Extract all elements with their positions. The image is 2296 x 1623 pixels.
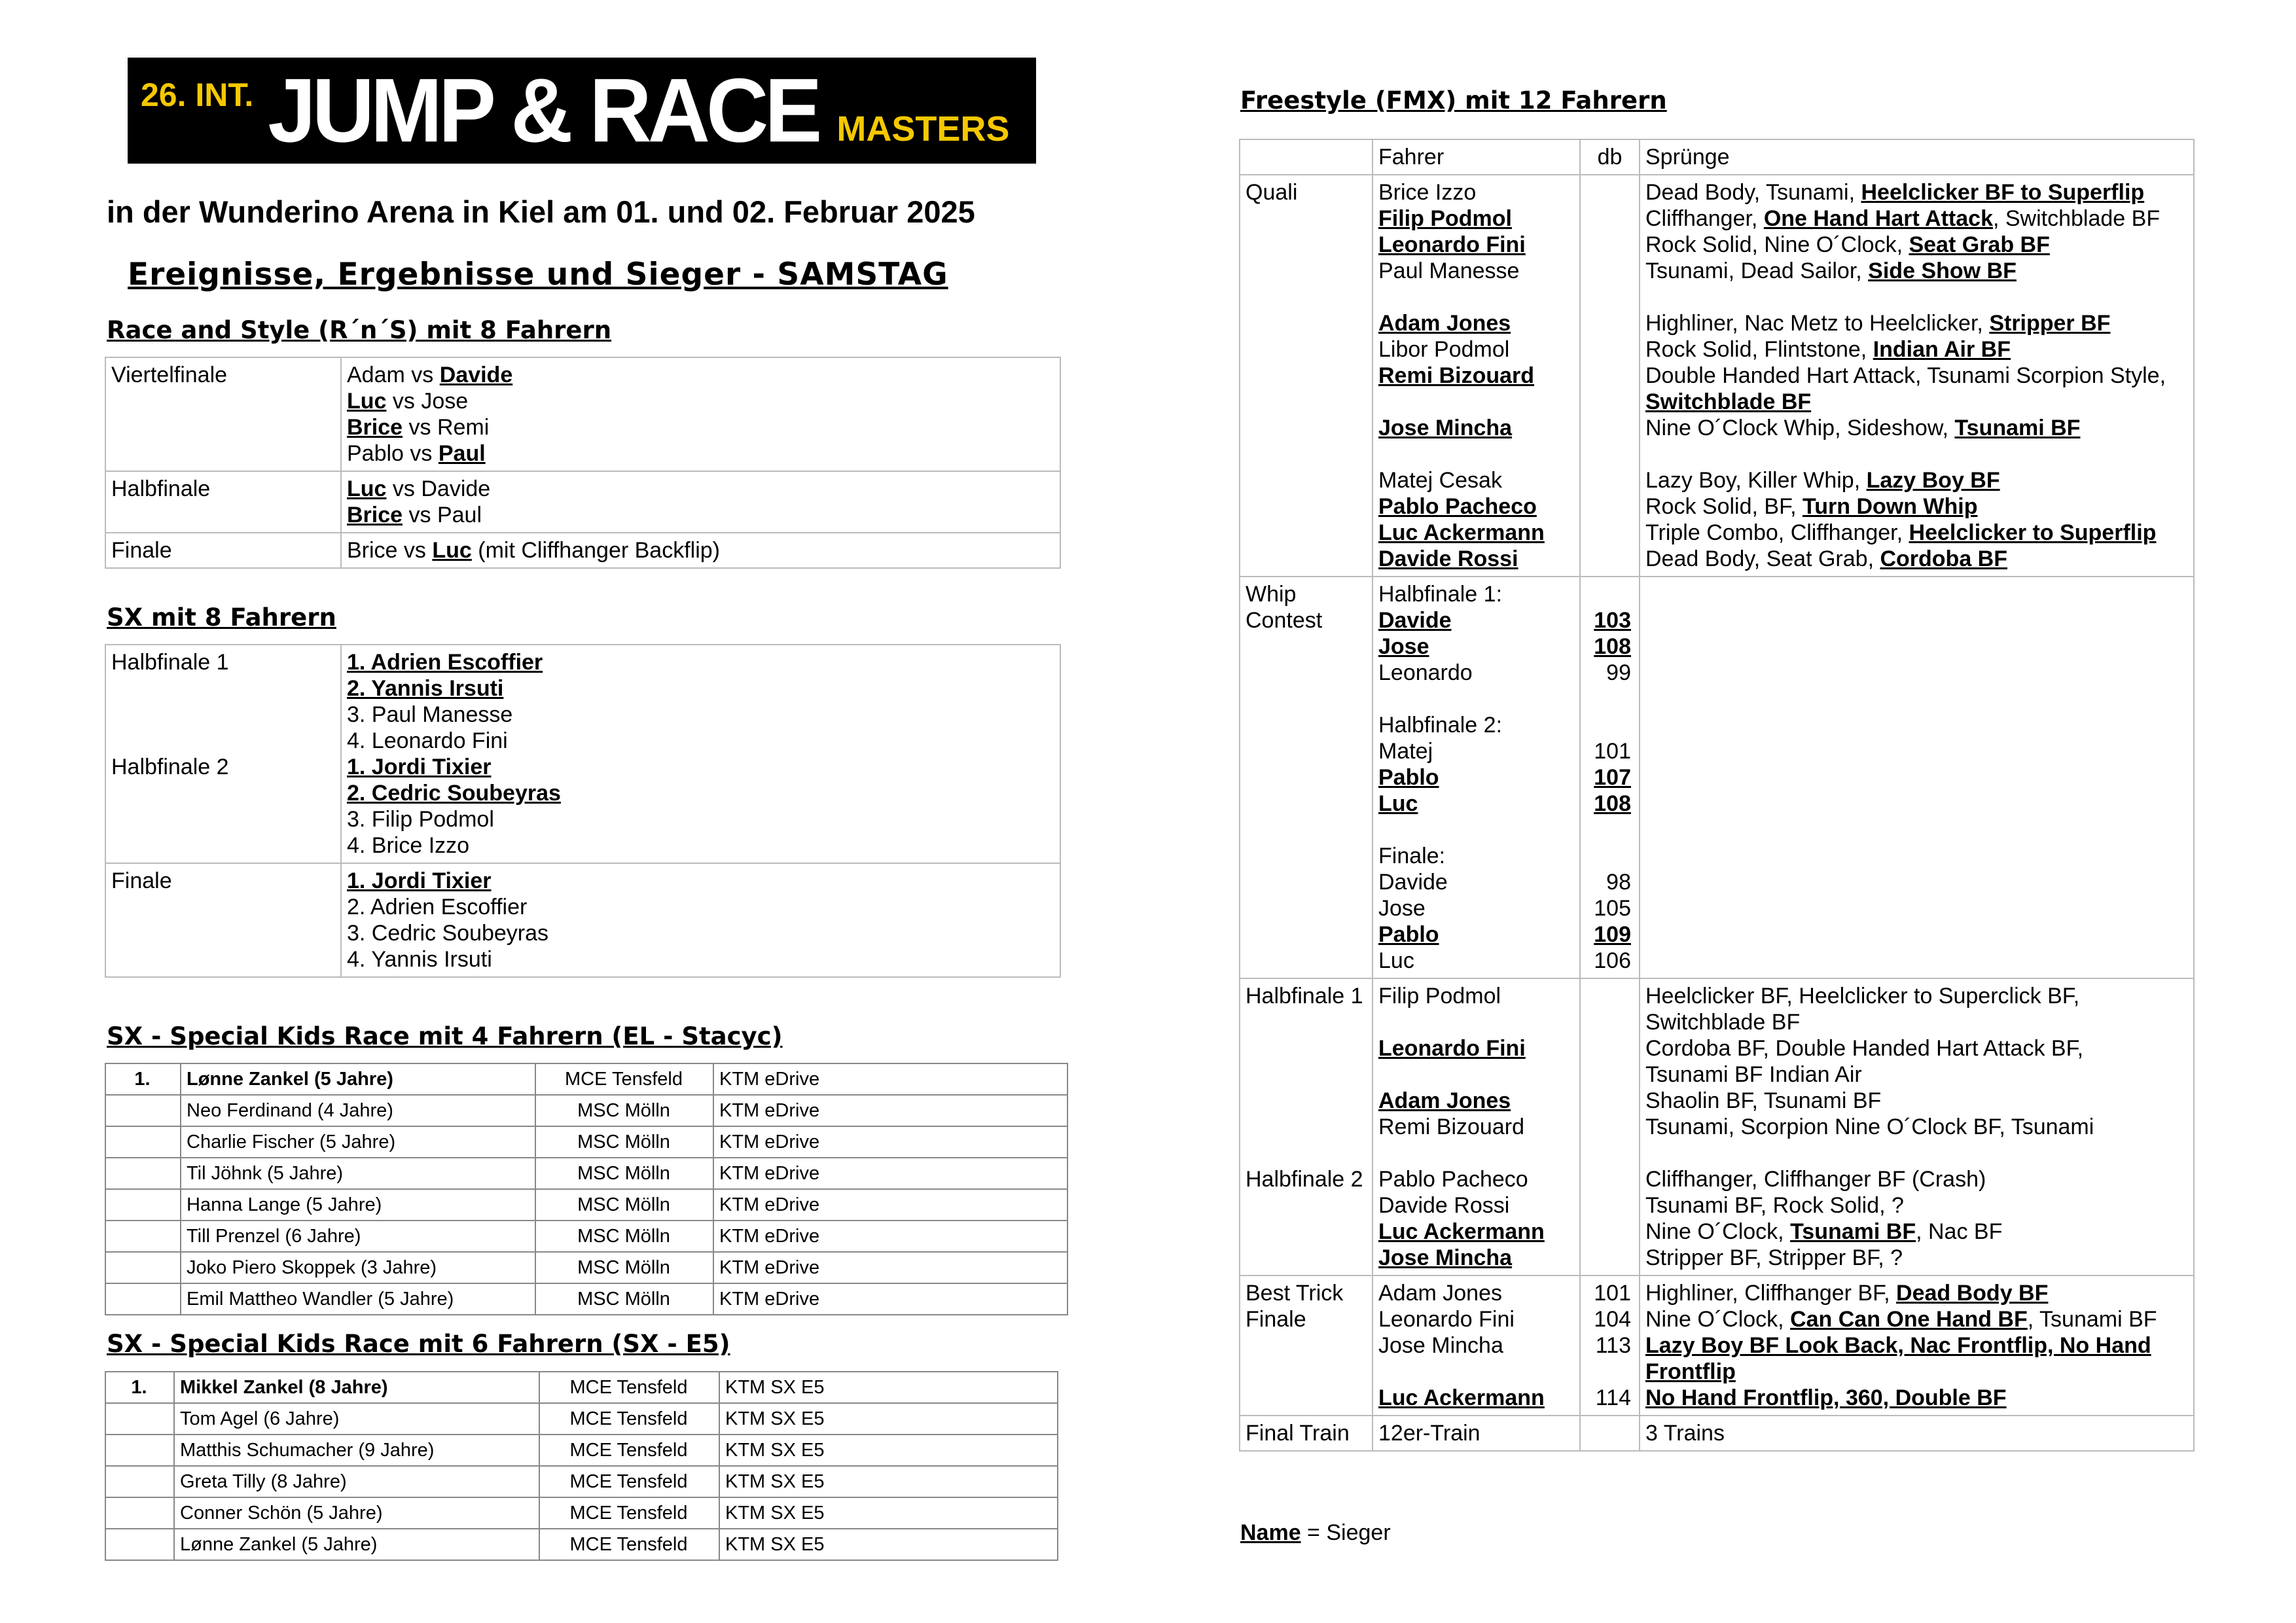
table-row: [105, 1466, 1058, 1497]
kids4-title: SX - Special Kids Race mit 4 Fahrern (EL - Stacyc): [107, 1022, 783, 1050]
train-name: 12er-Train: [1372, 1416, 1580, 1451]
col-header-fahrer: Fahrer: [1372, 139, 1580, 175]
table-row: [105, 1529, 1058, 1560]
table-row: [1240, 577, 2194, 978]
round-label: Final Train: [1240, 1416, 1372, 1451]
results: 1. Jordi Tixier 2. Adrien Escoffier 3. Cedric Soubeyras 4. Yannis Irsuti: [341, 863, 1060, 977]
place: [105, 1095, 181, 1126]
winner: Davide: [439, 363, 513, 387]
round-label: Halbfinale 2: [111, 755, 229, 779]
bike: KTM eDrive: [713, 1283, 1067, 1315]
rider-name: Joko Piero Skoppek (3 Jahre): [181, 1252, 535, 1283]
place: [105, 1466, 174, 1497]
rider-name: Matthis Schumacher (9 Jahre): [174, 1435, 539, 1466]
logo-suffix: MASTERS: [836, 109, 1010, 149]
page-heading: Ereignisse, Ergebnisse und Sieger - SAMSTAG: [128, 257, 948, 293]
kids6-table: [105, 1371, 1058, 1561]
sx8-title: SX mit 8 Fahrern: [107, 603, 336, 632]
place: [105, 1126, 181, 1158]
round-label: Quali: [1240, 175, 1372, 577]
bike: KTM SX E5: [719, 1466, 1058, 1497]
club: MCE Tensfeld: [539, 1497, 719, 1529]
matchups: Adam vs Davide Luc vs Jose Brice vs Remi Pablo vs Paul: [341, 357, 1060, 471]
table-row: [105, 1497, 1058, 1529]
table-row: [105, 1252, 1067, 1283]
place: 1.: [105, 1063, 181, 1095]
rider-name: Til Jöhnk (5 Jahre): [181, 1158, 535, 1189]
train-result: 3 Trains: [1640, 1416, 2194, 1451]
winner: Luc: [347, 476, 387, 501]
rider-list: Halbfinale 1: Davide Jose Leonardo Halbfinale 2: Matej Pablo Luc Finale: Davide Jose Pablo Luc: [1372, 577, 1580, 978]
legend-text: = Sieger: [1300, 1520, 1391, 1545]
round-label: Halbfinale 1: [111, 650, 229, 675]
table-row: [105, 1283, 1067, 1315]
matchups: Luc vs Davide Brice vs Paul: [341, 471, 1060, 533]
round-label: Whip Contest: [1240, 577, 1372, 978]
table-row: Halbfinale 1 Halbfinale 2 Filip Podmol Leonardo Fini Adam Jones Remi Bizouard Pablo Pacheco Davide Rossi Luc Ackermann Jose Mincha Heelclicker BF, Heelclicker to Superclick BF, Switchblade BF Cordoba BF, Double Handed Hart Attack BF, Tsunami BF Indian Air Shaolin BF, Tsunami BF Tsunami, Scorpion Nine O´Clock BF, Tsunami Cliffhanger, Cliffhanger BF (Crash) Tsunami BF, Rock Solid, ? Nine O´Clock, Tsunami BF, Nac BF Stripper BF, Stripper BF, ?: [1240, 978, 2194, 1275]
bike: KTM eDrive: [713, 1126, 1067, 1158]
bike: KTM SX E5: [719, 1497, 1058, 1529]
winner: Paul: [438, 441, 486, 466]
table-row: [105, 863, 1060, 977]
round-label: Finale: [105, 863, 341, 977]
rider-name: Mikkel Zankel (8 Jahre): [174, 1372, 539, 1403]
table-row: [105, 645, 1060, 863]
table-row: [105, 1189, 1067, 1221]
table-row: [105, 357, 1060, 471]
round-label: Best Trick Finale: [1240, 1275, 1372, 1416]
club: MSC Mölln: [535, 1095, 713, 1126]
table-row: [105, 471, 1060, 533]
jump-list: Highliner, Cliffhanger BF, Dead Body BF Nine O´Clock, Can Can One Hand BF, Tsunami BF Lazy Boy BF Look Back, Nac Frontflip, No Hand Frontflip No Hand Frontflip, 360, Double BF: [1640, 1275, 2194, 1416]
col-header-spruenge: Sprünge: [1640, 139, 2194, 175]
bike: KTM eDrive: [713, 1221, 1067, 1252]
rider-list: Brice Izzo Filip Podmol Leonardo Fini Paul Manesse Adam Jones Libor Podmol Remi Bizouard Jose Mincha Matej Cesak Pablo Pacheco Luc Ackermann Davide Rossi: [1372, 175, 1580, 577]
rider-name: Conner Schön (5 Jahre): [174, 1497, 539, 1529]
table-row: [105, 1403, 1058, 1435]
table-row: [1240, 1275, 2194, 1416]
table-row: [105, 1435, 1058, 1466]
kids6-title: SX - Special Kids Race mit 6 Fahrern (SX - E5): [107, 1330, 730, 1358]
rider-name: Neo Ferdinand (4 Jahre): [181, 1095, 535, 1126]
place: [105, 1435, 174, 1466]
bike: KTM eDrive: [713, 1189, 1067, 1221]
rns-title: Race and Style (R´n´S) mit 8 Fahrern: [107, 316, 612, 344]
rider-name: Hanna Lange (5 Jahre): [181, 1189, 535, 1221]
table-row: [105, 1063, 1067, 1095]
fmx-table: [1239, 139, 2195, 1452]
place: [105, 1529, 174, 1560]
place: [105, 1189, 181, 1221]
bike: KTM SX E5: [719, 1403, 1058, 1435]
bike: KTM eDrive: [713, 1095, 1067, 1126]
event-logo: [128, 58, 1036, 164]
table-row: [1240, 175, 2194, 577]
rns-table: [105, 357, 1061, 569]
sx8-table: [105, 644, 1061, 978]
table-row: [105, 1158, 1067, 1189]
table-row: [105, 533, 1060, 568]
winner: Brice: [347, 503, 403, 527]
round-label: Viertelfinale: [105, 357, 341, 471]
place: [105, 1403, 174, 1435]
place: [105, 1158, 181, 1189]
place: [105, 1283, 181, 1315]
club: MCE Tensfeld: [539, 1372, 719, 1403]
round-label: Finale: [105, 533, 341, 568]
club: MSC Mölln: [535, 1126, 713, 1158]
jump-list: Heelclicker BF, Heelclicker to Superclick BF, Switchblade BF Cordoba BF, Double Handed Hart Attack BF, Tsunami BF Indian Air Shaolin BF, Tsunami BF Tsunami, Scorpion Nine O´Clock BF, Tsunami Cliffhanger, Cliffhanger BF (Crash) Tsunami BF, Rock Solid, ? Nine O´Clock, Tsunami BF, Nac BF Stripper BF, Stripper BF, ?: [1640, 978, 2194, 1275]
club: MSC Mölln: [535, 1221, 713, 1252]
db-list: 101 104 113 114: [1580, 1275, 1640, 1416]
bike: KTM SX E5: [719, 1372, 1058, 1403]
rider-name: Tom Agel (6 Jahre): [174, 1403, 539, 1435]
club: MCE Tensfeld: [535, 1063, 713, 1095]
rider-name: Lønne Zankel (5 Jahre): [174, 1529, 539, 1560]
col-header-db: db: [1580, 139, 1640, 175]
club: MSC Mölln: [535, 1283, 713, 1315]
club: MCE Tensfeld: [539, 1435, 719, 1466]
rider-name: Charlie Fischer (5 Jahre): [181, 1126, 535, 1158]
winner: Luc: [347, 389, 387, 414]
db-list: 103 108 99 101 107 108 98 105 109 106: [1580, 577, 1640, 978]
fmx-title: Freestyle (FMX) mit 12 Fahrern: [1240, 86, 1667, 115]
place: [105, 1497, 174, 1529]
place: [105, 1221, 181, 1252]
winner: Brice: [347, 415, 403, 440]
event-subtitle: in der Wunderino Arena in Kiel am 01. und 02. Februar 2025: [107, 194, 975, 229]
table-row: [105, 1221, 1067, 1252]
logo-name: JUMP & RACE: [268, 60, 819, 161]
winner: Luc: [432, 538, 472, 563]
table-row: [105, 1372, 1058, 1403]
bike: KTM SX E5: [719, 1529, 1058, 1560]
table-row: [105, 1126, 1067, 1158]
rider-list: Filip Podmol Leonardo Fini Adam Jones Remi Bizouard Pablo Pacheco Davide Rossi Luc Ackermann Jose Mincha: [1372, 978, 1580, 1275]
place: [105, 1252, 181, 1283]
rider-name: Emil Mattheo Wandler (5 Jahre): [181, 1283, 535, 1315]
table-row: [1240, 1416, 2194, 1451]
bike: KTM SX E5: [719, 1435, 1058, 1466]
rider-name: Lønne Zankel (5 Jahre): [181, 1063, 535, 1095]
bike: KTM eDrive: [713, 1063, 1067, 1095]
table-row: [105, 1095, 1067, 1126]
club: MSC Mölln: [535, 1158, 713, 1189]
round-label: Halbfinale: [105, 471, 341, 533]
jump-list: Dead Body, Tsunami, Heelclicker BF to Superflip Cliffhanger, One Hand Hart Attack, Switchblade BF Rock Solid, Nine O´Clock, Seat Grab BF Tsunami, Dead Sailor, Side Show BF Highliner, Nac Metz to Heelclicker, Stripper BF Rock Solid, Flintstone, Indian Air BF Double Handed Hart Attack, Tsunami Scorpion Style, Switchblade BF Nine O´Clock Whip, Sideshow, Tsunami BF Lazy Boy, Killer Whip, Lazy Boy BF Rock Solid, BF, Turn Down Whip Triple Combo, Cliffhanger, Heelclicker to Superflip Dead Body, Seat Grab, Cordoba BF: [1640, 175, 2194, 577]
table-header-row: [1240, 139, 2194, 175]
legend-sample: Name: [1240, 1520, 1301, 1545]
club: MCE Tensfeld: [539, 1403, 719, 1435]
logo-edition: 26. INT.: [141, 77, 254, 113]
rider-list: Adam Jones Leonardo Fini Jose Mincha Luc Ackermann: [1372, 1275, 1580, 1416]
rider-name: Greta Tilly (8 Jahre): [174, 1466, 539, 1497]
club: MSC Mölln: [535, 1189, 713, 1221]
club: MSC Mölln: [535, 1252, 713, 1283]
rider-name: Till Prenzel (6 Jahre): [181, 1221, 535, 1252]
kids4-table: [105, 1063, 1068, 1315]
results: 1. Adrien Escoffier 2. Yannis Irsuti 3. Paul Manesse 4. Leonardo Fini 1. Jordi Tixier 2. Cedric Soubeyras 3. Filip Podmol 4. Brice Izzo: [341, 645, 1060, 863]
bike: KTM eDrive: [713, 1252, 1067, 1283]
matchups: Brice vs Luc (mit Cliffhanger Backflip): [341, 533, 1060, 568]
place: 1.: [105, 1372, 174, 1403]
club: MCE Tensfeld: [539, 1466, 719, 1497]
bike: KTM eDrive: [713, 1158, 1067, 1189]
club: MCE Tensfeld: [539, 1529, 719, 1560]
legend: [1240, 1520, 1391, 1546]
